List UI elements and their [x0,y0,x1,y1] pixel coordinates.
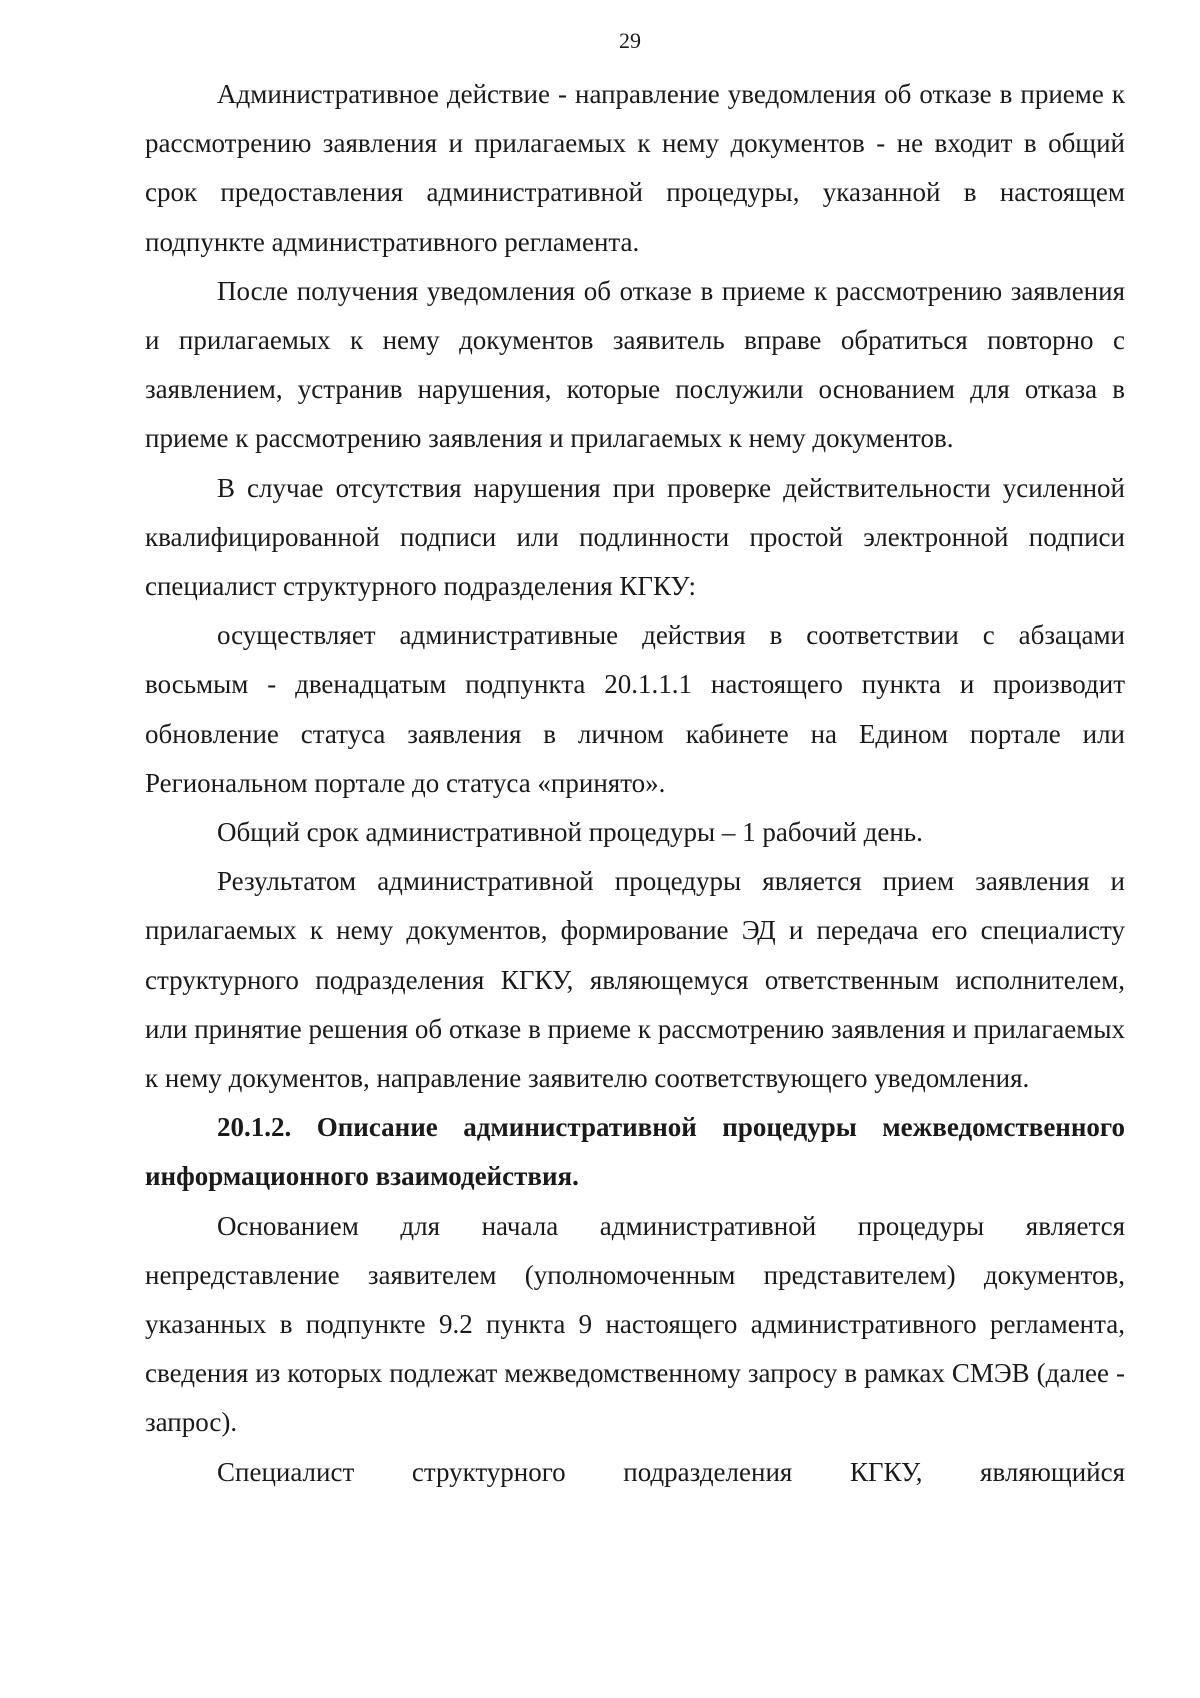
page-number: 29 [619,28,641,53]
paragraph-repeat-application: После получения уведомления об отказе в приеме к рассмотрению заявления и прилагаемых к нему документов заявитель вправе обратиться повторно с заявлением, устранив нарушения, которые послужили основанием для отказа в приеме к рассмотрению заявления и прилагаемых к нему документов. [145,275,1125,454]
paragraph-procedure-result: Результатом административной процедуры является прием заявления и прилагаемых к нему документов, формирование ЭД и передача его специалисту структурного подразделения КГКУ, являющемуся ответственным исполнителем, или принятие решения об отказе в приеме к рассмотрению заявления и прилагаемых к нему документов, направление заявителю соответствующего уведомления. [145,866,1125,1094]
paragraph-procedure-basis: Основанием для начала административной процедуры является непредставление заявителем (уполномоченным представителем) документов, указанных в подпункте 9.2 пункта 9 настоящего административного регламента, сведения из которых подлежат межведомственному запросу в рамках СМЭВ (далее - запрос). [145,1210,1125,1438]
paragraph-specialist: Специалист структурного подразделения КГКУ, являющийся [217,1456,1125,1487]
section-heading-20-1-2: 20.1.2. Описание административной процедуры межведомственного информационного взаимодействия. [145,1112,1125,1192]
paragraph-signature-check: В случае отсутствия нарушения при проверке действительности усиленной квалифицированной подписи или подлинности простой электронной подписи специалист структурного подразделения КГКУ: [145,472,1125,602]
paragraph-total-duration: Общий срок административной процедуры – 1 рабочий день. [217,817,923,848]
paragraph-status-update: осуществляет административные действия в соответствии с абзацами восьмым - двенадцатым подпункта 20.1.1.1 настоящего пункта и производит обновление статуса заявления в личном кабинете на Едином портале или Региональном портале до статуса «принято». [145,620,1125,798]
paragraph-refusal-notice: Административное действие - направление уведомления об отказе в приеме к рассмотрению заявления и прилагаемых к нему документов - не входит в общий срок предоставления административной процедуры, указанной в настоящем подпункте административного регламента. [145,79,1125,257]
document-body [145,70,1125,1497]
